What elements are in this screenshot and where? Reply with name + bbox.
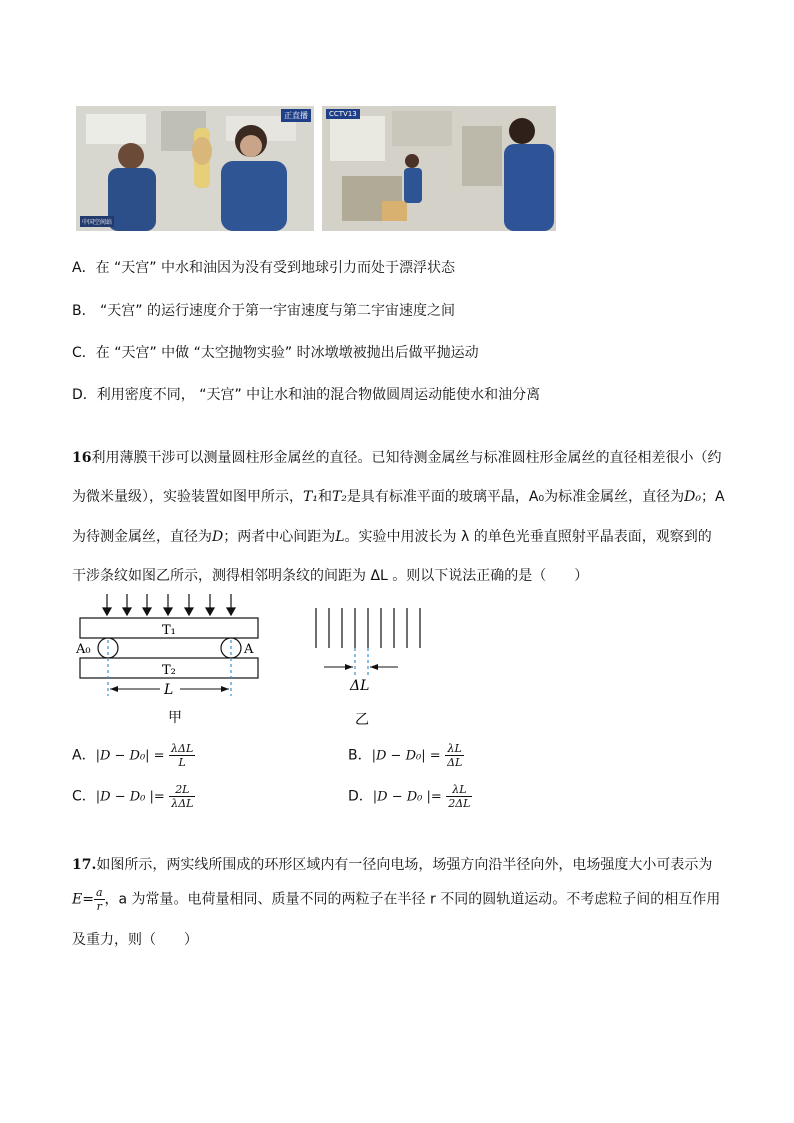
q17-e-den: r xyxy=(96,900,102,913)
q16-option-a-num: λΔL xyxy=(171,742,194,755)
fringes xyxy=(316,608,420,648)
q16-option-d-lhs: |D − D₀ |= xyxy=(372,789,442,805)
photo-right xyxy=(322,106,556,231)
q17-e-num: a xyxy=(95,886,103,899)
q17-e-fraction xyxy=(94,886,105,913)
q16-line-2 xyxy=(72,486,725,506)
q16-option-a xyxy=(72,742,195,769)
q16-option-c-num: 2L xyxy=(169,783,195,797)
q15-option-d: D．利用密度不同， “天宫” 中让水和油的混合物做圆周运动能使水和油分离 xyxy=(72,387,541,403)
cctv-badge: CCTV13 xyxy=(326,109,360,119)
label-dl: ΔL xyxy=(350,678,370,694)
q16-d: D xyxy=(212,529,224,545)
q16-option-b-lhs: |D − D₀| = xyxy=(371,748,441,764)
light-arrows xyxy=(103,594,235,615)
q16-option-c-label: C． xyxy=(72,788,96,805)
q16-option-a-den: L xyxy=(178,756,186,769)
figure-yi xyxy=(306,604,431,726)
station-badge: 中国空间站 xyxy=(80,216,114,227)
q16-line-4: 干涉条纹如图乙所示，测得相邻明条纹的间距为 ΔL 。则以下说法正确的是（ ） xyxy=(72,568,589,584)
q16-number: 16 xyxy=(72,450,92,466)
q16-text-3b: ；两者中心间距为 xyxy=(223,529,336,545)
q17-line-3: 及重力，则（ ） xyxy=(72,932,198,948)
q15-option-c: C．在 “天宫” 中做 “太空抛物实验” 时冰墩墩被抛出后做平抛运动 xyxy=(72,345,479,361)
q16-option-d xyxy=(348,783,472,810)
label-a: A xyxy=(244,642,254,657)
q16-option-d-label: D． xyxy=(348,788,373,805)
q17-text-2b: ，a 为常量。电荷量相同、质量不同的两粒子在半径 r 不同的圆轨道运动。不考虑粒子间的相互作用 xyxy=(104,891,721,908)
q16-option-c-fraction xyxy=(169,783,195,810)
label-t2: T₂ xyxy=(162,663,176,678)
q16-text-3c: 。实验中用波长为 λ 的单色光垂直照射平晶表面，观察到的 xyxy=(344,529,712,545)
q16-line-1 xyxy=(72,447,721,467)
q16-t2: T₂ xyxy=(331,489,347,505)
q17-number: 17. xyxy=(72,857,97,873)
caption-jia: 甲 xyxy=(168,710,182,724)
q16-d0: D₀ xyxy=(684,489,701,505)
q16-option-c-den: λΔL xyxy=(171,797,194,810)
label-l: L xyxy=(164,682,174,698)
q16-t1: T₁ xyxy=(303,489,318,505)
q16-text-2c: ；A xyxy=(700,489,725,505)
q16-option-d-fraction xyxy=(446,783,472,810)
label-t1: T₁ xyxy=(162,623,176,638)
q17-line-2 xyxy=(72,886,720,913)
caption-yi: 乙 xyxy=(355,712,369,726)
q16-and: 和 xyxy=(317,489,332,505)
photo-right-scene xyxy=(322,106,556,231)
q16-option-b xyxy=(348,742,464,769)
photo-left xyxy=(76,106,314,231)
q16-option-a-label: A． xyxy=(72,747,96,764)
q16-text-2b: 是具有标准平面的玻璃平晶，A₀为标准金属丝，直径为 xyxy=(346,489,685,505)
photo-left-scene xyxy=(76,106,314,231)
live-badge: 正直播 xyxy=(281,109,311,122)
q16-option-b-label: B． xyxy=(348,747,372,764)
q17-e-eq: E= xyxy=(72,891,94,908)
q16-l: L xyxy=(335,529,345,545)
q16-option-c xyxy=(72,783,195,810)
q16-option-b-num: λL xyxy=(445,742,464,756)
q16-option-d-den: 2ΔL xyxy=(448,797,471,810)
q15-option-a: A．在 “天宫” 中水和油因为没有受到地球引力而处于漂浮状态 xyxy=(72,260,455,276)
q16-option-a-fraction xyxy=(169,742,195,769)
q16-text-2a: 为微米量级），实验装置如图甲所示， xyxy=(72,489,303,505)
figure-jia xyxy=(72,592,272,724)
q16-option-d-num: λL xyxy=(446,783,472,797)
label-a0: A₀ xyxy=(76,642,91,657)
q16-option-a-lhs: |D − D₀| = xyxy=(95,748,165,764)
q16-text-1: 利用薄膜干涉可以测量圆柱形金属丝的直径。已知待测金属丝与标准圆柱形金属丝的直径相差很小（约 xyxy=(91,450,722,466)
q16-option-c-lhs: |D − D₀ |= xyxy=(95,789,165,805)
q16-text-3a: 为待测金属丝，直径为 xyxy=(72,529,212,545)
q16-option-b-fraction xyxy=(445,742,464,769)
q17-text-1: 如图所示，两实线所围成的环形区域内有一径向电场，场强方向沿半径向外，电场强度大小可表示为 xyxy=(96,857,713,873)
q17-line-1 xyxy=(72,854,712,874)
q16-line-3 xyxy=(72,526,712,546)
q16-option-b-den: ΔL xyxy=(447,756,463,769)
q15-option-b: B． “天宫” 的运行速度介于第一宇宙速度与第二宇宙速度之间 xyxy=(72,303,456,319)
